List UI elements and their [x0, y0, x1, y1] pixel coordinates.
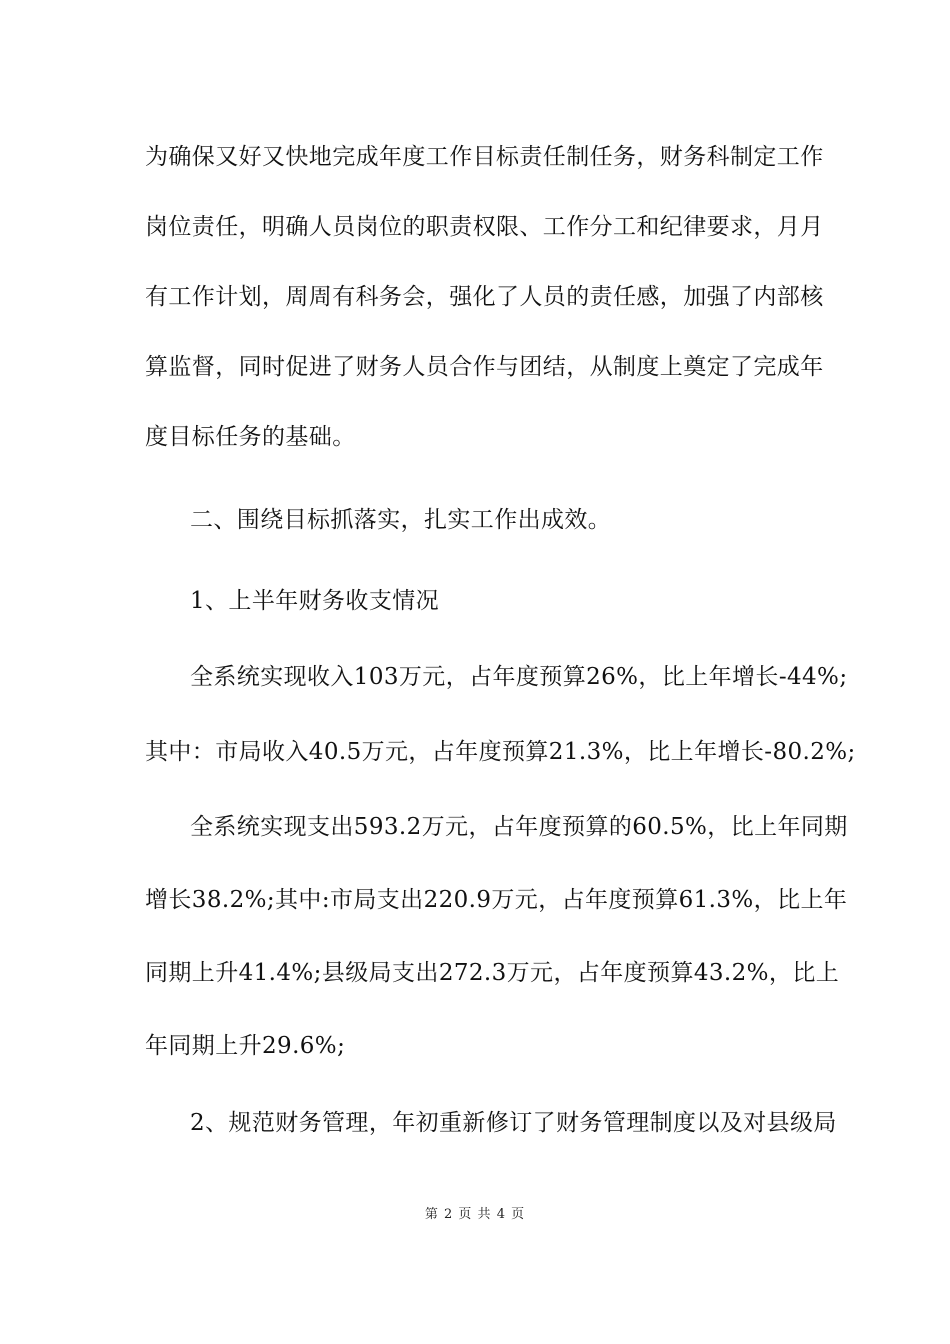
- page-number-footer: 第 2 页 共 4 页: [424, 1207, 526, 1222]
- paragraph-line-3: 有工作计划，周周有科务会，强化了人员的责任感，加强了内部核: [145, 284, 824, 310]
- paragraph-line-5: 度目标任务的基础。: [145, 424, 356, 450]
- management-line-1: 2、规范财务管理，年初重新修订了财务管理制度以及对县级局: [190, 1110, 837, 1136]
- paragraph-line-2: 岗位责任，明确人员岗位的职责权限、工作分工和纪律要求，月月: [145, 214, 824, 240]
- section-heading: 二、围绕目标抓落实，扎实工作出成效。: [190, 507, 612, 533]
- expenditure-line-2: 增长38.2%;其中:市局支出220.9万元，占年度预算61.3%，比上年: [145, 887, 848, 913]
- paragraph-line-1: 为确保又好又快地完成年度工作目标责任制任务，财务科制定工作: [145, 144, 824, 170]
- income-line-2: 其中：市局收入40.5万元，占年度预算21.3%，比上年增长-80.2%;: [145, 739, 856, 765]
- paragraph-line-4: 算监督，同时促进了财务人员合作与团结，从制度上奠定了完成年: [145, 354, 824, 380]
- subheading-income-expenditure: 1、上半年财务收支情况: [190, 588, 440, 614]
- income-line-1: 全系统实现收入103万元，占年度预算26%，比上年增长-44%;: [190, 664, 848, 690]
- expenditure-line-1: 全系统实现支出593.2万元，占年度预算的60.5%，比上年同期: [190, 814, 848, 840]
- expenditure-line-3: 同期上升41.4%;县级局支出272.3万元，占年度预算43.2%，比上: [145, 960, 840, 986]
- expenditure-line-4: 年同期上升29.6%;: [145, 1033, 346, 1059]
